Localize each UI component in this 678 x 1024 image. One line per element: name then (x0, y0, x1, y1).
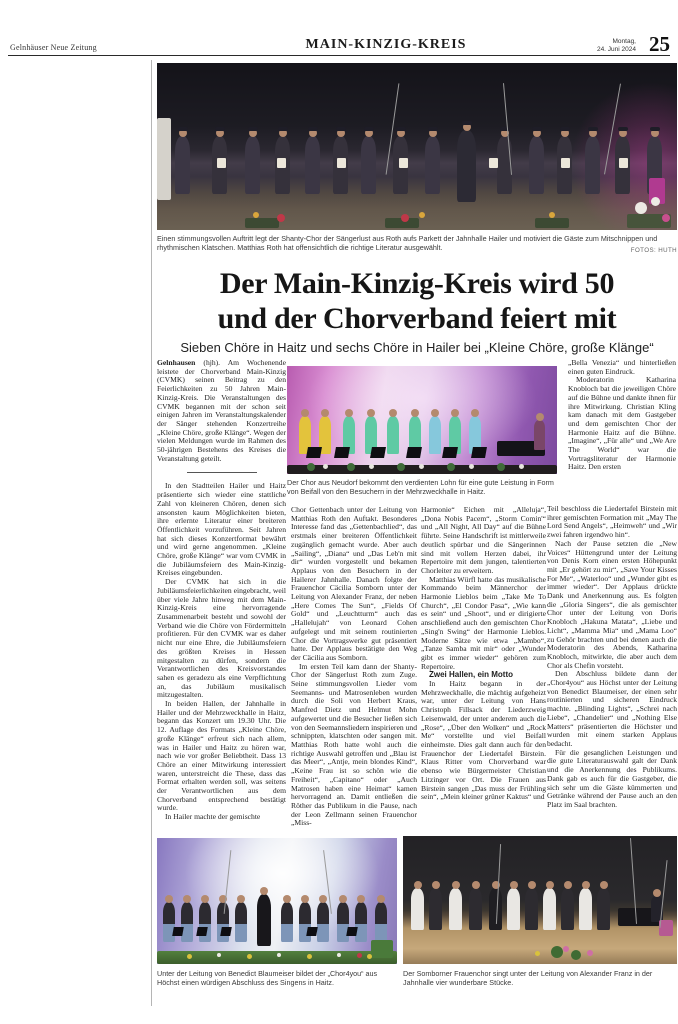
flower (587, 950, 593, 956)
flower (247, 954, 252, 959)
singer-figure (281, 902, 293, 942)
paragraph: Nach der Pause setzten die „New Voices“ Hüttengrund unter der Leitung von Denis Korn einen ersten Höhepunkt mit „Er gehört zu mir“, „Save Your Kisses For Me“, „Waterloo“ und „Wunder gibt es immer wieder“. Der Applaus drückte Dank und Anerkennung aus. Es folgten die „Gloria Singers“, die als gemischter Chor unter der Leitung von Doris Knobloch „Hakuna Matata“, „Liebe und Licht“, „Mamma Mia“ und „Mama Loo“ zu Gehör brachten und bei denen auch die Moderatorin des Abends, Katharina Knobloch, mitwirkte, die aber auch dem Chor als Chefin vorsteht. (547, 538, 677, 670)
top-photo-shanty-chor (157, 63, 677, 230)
pianist-figure (534, 420, 545, 450)
music-stand (196, 927, 208, 936)
masthead (8, 28, 670, 56)
song-sheet (277, 158, 286, 168)
music-stand (471, 447, 487, 458)
paragraph: Der CVMK hat sich in die Jubiläumsfeierlichkeiten eingebracht, weil über viele Jahre hinweg mit dem Main-Kinzig-Kreis eine hervorragende Zusammenarbeit besteht und sowohl der Verband wie die Chöre von Fördermitteln profitieren. Für den CVMK war es daher nicht nur eine Ehre, die Jubiläumsfeiern des größten Kreises in Hessen mitgestalten zu dürfen, sondern die Verantwortlichen des Kreisvorstandes sahen es geradezu als eine Verpflichtung an, das Jubiläum musikalisch mitzugestalten. (157, 577, 286, 700)
top-photo-caption-text: Einen stimmungsvollen Auftritt legt der Shanty-Chor der Sängerlust aus Roth aufs Parkett der Jahnhalle Hailer und motiviert die Gäste zum Mitschnippen und rhythmischen Klatschen. Matthias Roth hat offensichtlich die richtige Literatur ausgewählt. (157, 234, 658, 253)
flower (401, 214, 409, 222)
section-title: MAIN-KINZIG-KREIS (305, 37, 467, 52)
flower (635, 202, 647, 214)
plant (497, 463, 505, 471)
plant (397, 463, 405, 471)
flower (277, 214, 285, 222)
person-figure (425, 136, 440, 194)
paragraph: In den Stadtteilen Hailer und Haitz präsentierte sich wieder eine stattliche Zahl von kleineren Chören, denen sich ansonsten kaum Möglichkeiten bieten, ihre erlernte Literatur einer breiteren Öffentlichkeit vorzuführen. Seit Jahren hat sich dieses Konzertformat bewährt und wird gerne angenommen. „Kleine Chöre, große Klänge“ war vom CVMK in die Jubiläumsfeiern des Main-Kinzig-Kreises eingebunden. (157, 481, 286, 578)
singer-figure (449, 888, 462, 930)
plant (347, 463, 355, 471)
flower (419, 464, 424, 469)
music-stand (442, 447, 458, 458)
article-column-4-top (568, 359, 676, 505)
flower (662, 214, 670, 222)
flower (519, 464, 524, 469)
song-sheet (489, 158, 498, 168)
conductor-figure (457, 130, 476, 202)
singer-figure (217, 902, 229, 942)
person-figure (175, 136, 190, 194)
music-stand (406, 447, 422, 458)
plant (447, 463, 455, 471)
conductor-figure (257, 894, 271, 946)
singer-figure (429, 888, 442, 930)
article-column-3 (421, 506, 546, 835)
plant (551, 946, 563, 958)
flower (369, 464, 374, 469)
paragraph: Im ersten Teil kam dann der Shanty-Chor der Sängerlust Roth zum Zuge. Seine stimmungsvollen Lieder vom Seemanns- und Matrosenleben wurden durch die Soli von Herbert Kraus, Manfred Dietz und Helmut Mohn aufgewertet und die Besucher ließen sich von den Seemannsliedern inspirieren und schnippten, klatschten oder sangen mit. Matthias Roth hatte wohl auch die richtige Auswahl getroffen und „Blau ist das Meer“, „Antje, mein blondes Kind“, „Keine Frau ist so schön wie die Freiheit“, „Capitano“ oder „Auch Matrosen haben eine Heimat“ kamen hervorragend an. Damit entließen die Röther das Publikum in die Pause, nach der Leon Zellmann seinen Frauenchor „Miss- (291, 661, 417, 828)
bottom-left-photo-chor4you (157, 838, 397, 964)
person-figure (585, 136, 600, 194)
person-figure (529, 136, 544, 194)
page-number: 25 (649, 32, 670, 56)
flower (549, 212, 555, 218)
singer-figure (429, 416, 441, 454)
dateline-credit: (hjh). (203, 359, 221, 367)
music-stand (306, 927, 318, 936)
top-photo-caption (157, 234, 677, 256)
flower (563, 946, 569, 952)
paragraph: Matthias Würfl hatte das musikalische Kommando beim Männerchor der Harmonie Lieblos beim „Take Me To Church“, „El Condor Pasa“, „Wie kann es sein“ und „Shoot“, und er dirigierte anschließend auch den gemischten Chor „Sing'n Swing“ der Harmonie Lieblos. Moderne Sätze wie etwa „Mambo“, „Tanze Samba mit mir“ oder „Wunder gibt es immer wieder“ gehören zum Repertoire. (421, 574, 546, 671)
photo-credit: FOTOS: HUTH (630, 246, 677, 254)
music-stand (172, 927, 184, 936)
paragraph: In Haitz begann in der Mehrzweckhalle, die mächtig aufgeheizt war, unter der Leitung von Hans Christoph Fillsack der Liederzweig Leisenwald, der unter anderem auch die „Rose“, „Über den Wolken“ und „Rock Me“ vorstellte und viel Beifall einheimste. Dies galt dann auch für den Frauenchor der Liedertafel Birstein. Klaus Ritter vom Chorverband war ebenso wie Bürgermeister Christian Litzinger vor Ort. Die Frauen aus Birstein sangen „Das muss der Frühling sein“, „Mein kleiner grüner Kaktus“ und (421, 679, 546, 802)
flower (357, 953, 362, 958)
singer-figure (181, 902, 193, 942)
singer-figure (387, 416, 399, 454)
subheadline: Sieben Chöre in Haitz und sechs Chöre in Hailer bei „Kleine Chöre, große Klänge“ (180, 340, 654, 355)
paragraph: Harmonie“ Eichen mit „Alleluja“, „Dona Nobis Pacem“, „Storm Comin'“ und „All Night, All Day“ auf die Bühne führte. Seine Handschrift ist mittlerweile deutlich spürbar und die Sängerinnen sind mit vollem Herzen dabei, ihr Repertoire mit dem jungen, talentierten Chorleiter zu erweitern. (421, 506, 546, 575)
music-stand (370, 447, 386, 458)
bottom-left-photo-caption: Unter der Leitung von Benedict Blaumeiser bildet der „Chor4you“ aus Höchst einen würdigen Abschluss des Singens in Haitz. (157, 969, 378, 988)
paragraph: In Hailer machte der gemischte (165, 812, 261, 822)
paragraph: „Bella Venezia“ und hinterließen einen guten Eindruck. (568, 359, 676, 376)
paragraph-text: Am Wochenende leistete der Chorverband Main-Kinzig (CVMK) seinen Beitrag zu den Feierlichkeiten zu 50 Jahren Main-Kinzig-Kreis. Die Veranstaltungen des CVMK begannen mit der schon seit einigen Jahren im Veranstaltungskalender der Sänger stehenden Konzertreihe „Kleine Chöre, große Klänge“. Wegen der vielen Meldungen wurde im Rahmen des 50-jährigen Bestehens des Kreises die Veranstaltung geteilt. (157, 359, 286, 463)
plant (245, 218, 279, 228)
paragraph: Teil beschloss die Liedertafel Birstein mit ihrer gemischten Formation mit „May The Lord Send Angels“, „Heimweh“ und „Wir zwei fahren irgendwo hin“. (547, 505, 677, 540)
flower (651, 197, 660, 206)
article-column-2 (291, 506, 417, 835)
podium (157, 118, 171, 200)
singer-figure (317, 902, 329, 942)
article-column-1 (157, 359, 286, 833)
singer-figure (469, 888, 482, 930)
singer-figure (337, 902, 349, 942)
music-stand (346, 927, 358, 936)
paragraph: Den Abschluss bildete dann der „Chor4you“ aus Höchst unter der Leitung von Benedict Blaumeiser, der einen sehr routinierten und sicheren Eindruck machte. „Blinding Lights“, „Schrei nach Liebe“, „Chandelier“ und „Nothing Else Matters“ präsentierten die Höchster und wurden mit einem starken Applaus bedacht. (547, 669, 677, 748)
singer-figure (299, 902, 311, 942)
date-value: 24. Juni 2024 (596, 45, 636, 53)
flower (307, 954, 312, 959)
flower (535, 951, 540, 956)
flower (187, 954, 192, 959)
date-weekday: Montag, (612, 38, 636, 45)
singer-figure (163, 902, 175, 942)
singer-figure (597, 888, 610, 930)
singer-figure (199, 902, 211, 942)
middle-photo-chor-neudorf (287, 366, 557, 474)
person-figure (305, 136, 320, 194)
plant (535, 218, 569, 228)
person-figure (245, 136, 260, 194)
plant (307, 463, 315, 471)
plant (371, 940, 393, 958)
paragraph (157, 359, 286, 463)
song-sheet (619, 158, 628, 168)
date-block (597, 38, 636, 53)
paragraph: Moderatorin Katharina Knobloch bat die jeweiligen Chöre auf die Bühne und dankte ihnen für ihre Mitwirkung. Christian Kling kam danach mit dem Gastgeber und dem gemischten Chor der Harmonie Haitz auf die Bühne. „Imagine“, „Für alle“ und „We Are The World“ war die Vortragsliteratur der Harmonie Haitz. Den ersten (568, 375, 676, 472)
singer-figure (375, 902, 387, 942)
flower (419, 212, 425, 218)
flower (469, 464, 474, 469)
crosshead: Zwei Hallen, ein Motto (429, 670, 514, 680)
newspaper-name: Gelnhäuser Neue Zeitung (10, 43, 97, 52)
plant (571, 950, 581, 960)
singer-figure (561, 888, 574, 930)
flower (323, 464, 328, 469)
headline-line-1: Der Main-Kinzig-Kreis wird 50 (219, 267, 615, 300)
paragraph: In beiden Hallen, der Jahnhalle in Hailer und der Mehrzweckhalle in Haitz, begann das Konzert um 19.30 Uhr. Die 12. Auflage des Formats „Kleine Chöre, große Klänge“ erfreut sich nach allem, was in Hailer und Haitz zu hören war, nach wie vor großer Beliebtheit. Dass 13 Chöre an einer Mitwirkung interessiert waren, unterstreicht die These, dass das Format erhalten werden soll, was seitens der Verantwortlichen aus dem Chorverband entsprechend bestätigt wurde. (157, 699, 286, 813)
dateline-location: Gelnhausen (157, 359, 196, 367)
flower (367, 954, 372, 959)
flower (277, 953, 281, 957)
singer-figure (355, 902, 367, 942)
headline (157, 266, 677, 336)
bottom-right-photo-frauenchor (403, 836, 677, 964)
music-stand (334, 447, 350, 458)
headline-line-2: und der Chorverband feiert mit (217, 302, 617, 335)
song-sheet (399, 158, 408, 168)
person-figure (361, 136, 376, 194)
paragraph: Für die gesanglichen Leistungen und die gute Literaturauswahl galt der Dank und die Anerkennung des Publikums. Dank gab es auch für die Gastgeber, die sich sehr um die Gäste kümmerten und Getränke während der Pause auch an den Platz im Saal brachten. (547, 747, 677, 809)
song-sheet (217, 158, 226, 168)
song-sheet (561, 158, 570, 168)
flower (253, 212, 259, 218)
left-page-rule (151, 60, 152, 1006)
song-sheet (337, 158, 346, 168)
singer-figure (525, 888, 538, 930)
music-stand (220, 927, 232, 936)
flower (217, 953, 221, 957)
article-column-4-bottom (547, 505, 677, 835)
singer-figure (543, 888, 556, 930)
bottom-right-photo-caption: Der Somborner Frauenchor singt unter der Leitung von Alexander Franz in der Jahnhalle vier wunderbare Stücke. (403, 969, 653, 988)
chair (659, 920, 673, 936)
singer-figure (235, 902, 247, 942)
singer-figure (507, 888, 520, 930)
paragraph-divider (187, 472, 257, 473)
singer-figure (411, 888, 424, 930)
flower (337, 953, 341, 957)
singer-figure (579, 888, 592, 930)
middle-photo-caption: Der Chor aus Neudorf bekommt den verdienten Lohn für eine gute Leistung in Form von Beifall von den Besuchern in der Mehrzweckhalle in Haitz. (287, 478, 554, 497)
paragraph: Chor Gettenbach unter der Leitung von Matthias Roth den Auftakt. Besonderes Interesse fand das „Gettenbachlied“, das erstmals einer breiteren Öffentlichkeit zugänglich gemacht wurde. Aber auch „Sailing“, „Diana“ und „Das Leb'n mit dir“ wurden vorgestellt und bekamen Applaus von den Besuchern in der Hailerer Jahnhalle. Danach folgte der Frauenchor Cäcilia Somborn unter der Leitung von Alexander Franz, der neben „Here Comes The Sun“, „Fields Of Gold“ und „Leuchtturm“ auch das „Hallelujah“ von Leonard Cohen aufgelegt und mit seinem routinierten Chor die Vortragswerke gut präsentiert hatte. Der Applaus bestätigte den Weg der Cäcilia aus Somborn. (291, 506, 417, 662)
music-stand (306, 447, 322, 458)
